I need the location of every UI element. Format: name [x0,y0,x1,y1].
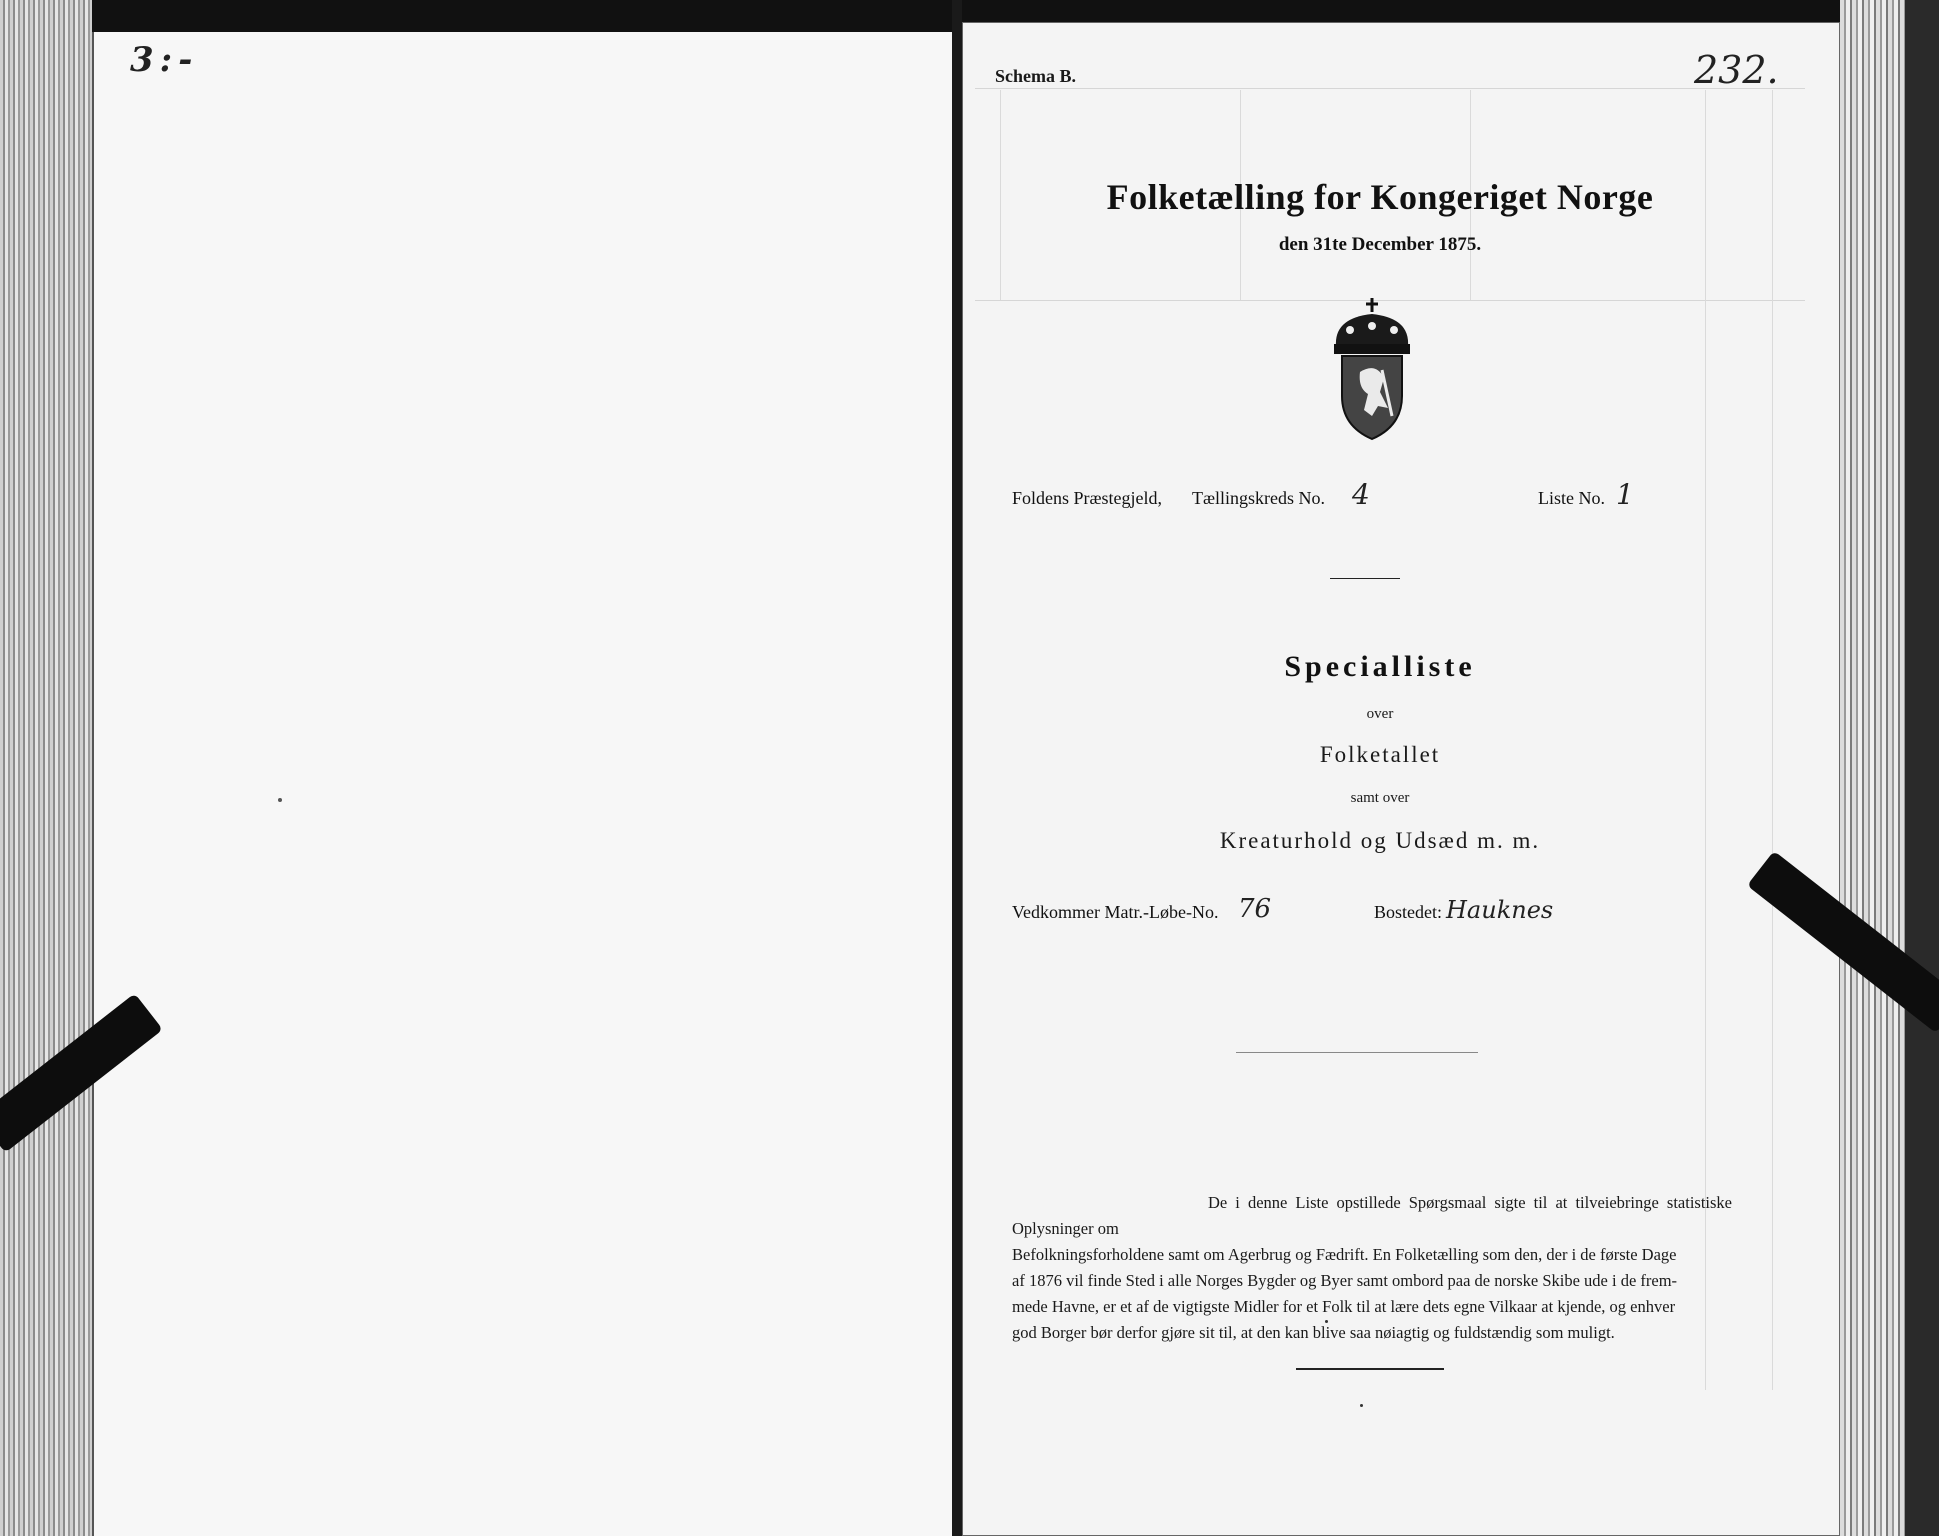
left-page [92,32,954,1536]
bleed-rule [1772,90,1773,1390]
circuit-number-handwritten: 4 [1352,478,1370,511]
over-text: over [1366,706,1394,722]
document-title: Folketælling for Kongeriget Norge [1106,177,1654,217]
samt-over-text: samt over [1350,790,1410,806]
instructions-line: mede Havne, er et af de vigtigste Midler for et Folk til at lære dets egne Vilkaar at kjende, og enhver [1012,1297,1676,1316]
matr-label: Vedkommer Matr.-Løbe-No. [1012,902,1219,922]
book-gutter [952,0,962,1536]
folketallet-text: Folketallet [1319,742,1441,767]
closing-rule [1296,1368,1444,1370]
matr-number-handwritten: 76 [1238,894,1272,924]
bleed-rule [975,88,1805,89]
coat-of-arms-emblem [1322,296,1422,441]
list-label: Liste No. [1538,488,1605,508]
instructions-line: De i denne Liste opstillede Spørgsmaal sigte til at tilveiebringe statistiske Oplysninger om [1012,1193,1732,1238]
left-corner-mark: 3:- [130,40,199,80]
separator-rule [1236,1052,1478,1053]
instructions-line: af 1876 vil finde Sted i alle Norges Bygder og Byer samt ombord paa de norske Skibe ude i de frem- [1012,1271,1678,1290]
bosted-handwritten: Hauknes [1446,896,1554,924]
circuit-label: Tællingskreds No. [1192,488,1325,508]
instructions-line: god Borger bør derfor gjøre sit til, at den kan blive saa nøiagtig og fuldstændig som muligt. [1012,1323,1615,1342]
kreaturhold-text: Kreaturhold og Udsæd m. m. [1219,828,1541,853]
parish-label: Foldens Præstegjeld, [1012,488,1163,508]
page-speck [1360,1404,1363,1407]
page-speck [1325,1320,1328,1323]
bleed-rule [1000,90,1001,300]
schema-label: Schema B. [995,66,1076,86]
specialliste-heading: Specialliste [1284,650,1476,683]
left-page-speck [278,798,282,802]
list-number-handwritten: 1 [1616,478,1634,511]
instructions-paragraph [1012,1190,1732,1346]
page-number: 232. [1694,48,1779,92]
right-edge-shadow [1905,0,1939,1536]
separator-rule [1330,578,1400,579]
census-date: den 31te December 1875. [1278,234,1482,255]
instructions-line: Befolkningsforholdene samt om Agerbrug og Fædrift. En Folketælling som den, der i de første Dage [1012,1245,1677,1264]
left-stack-edge [0,0,92,1536]
bosted-label: Bostedet: [1374,902,1442,922]
